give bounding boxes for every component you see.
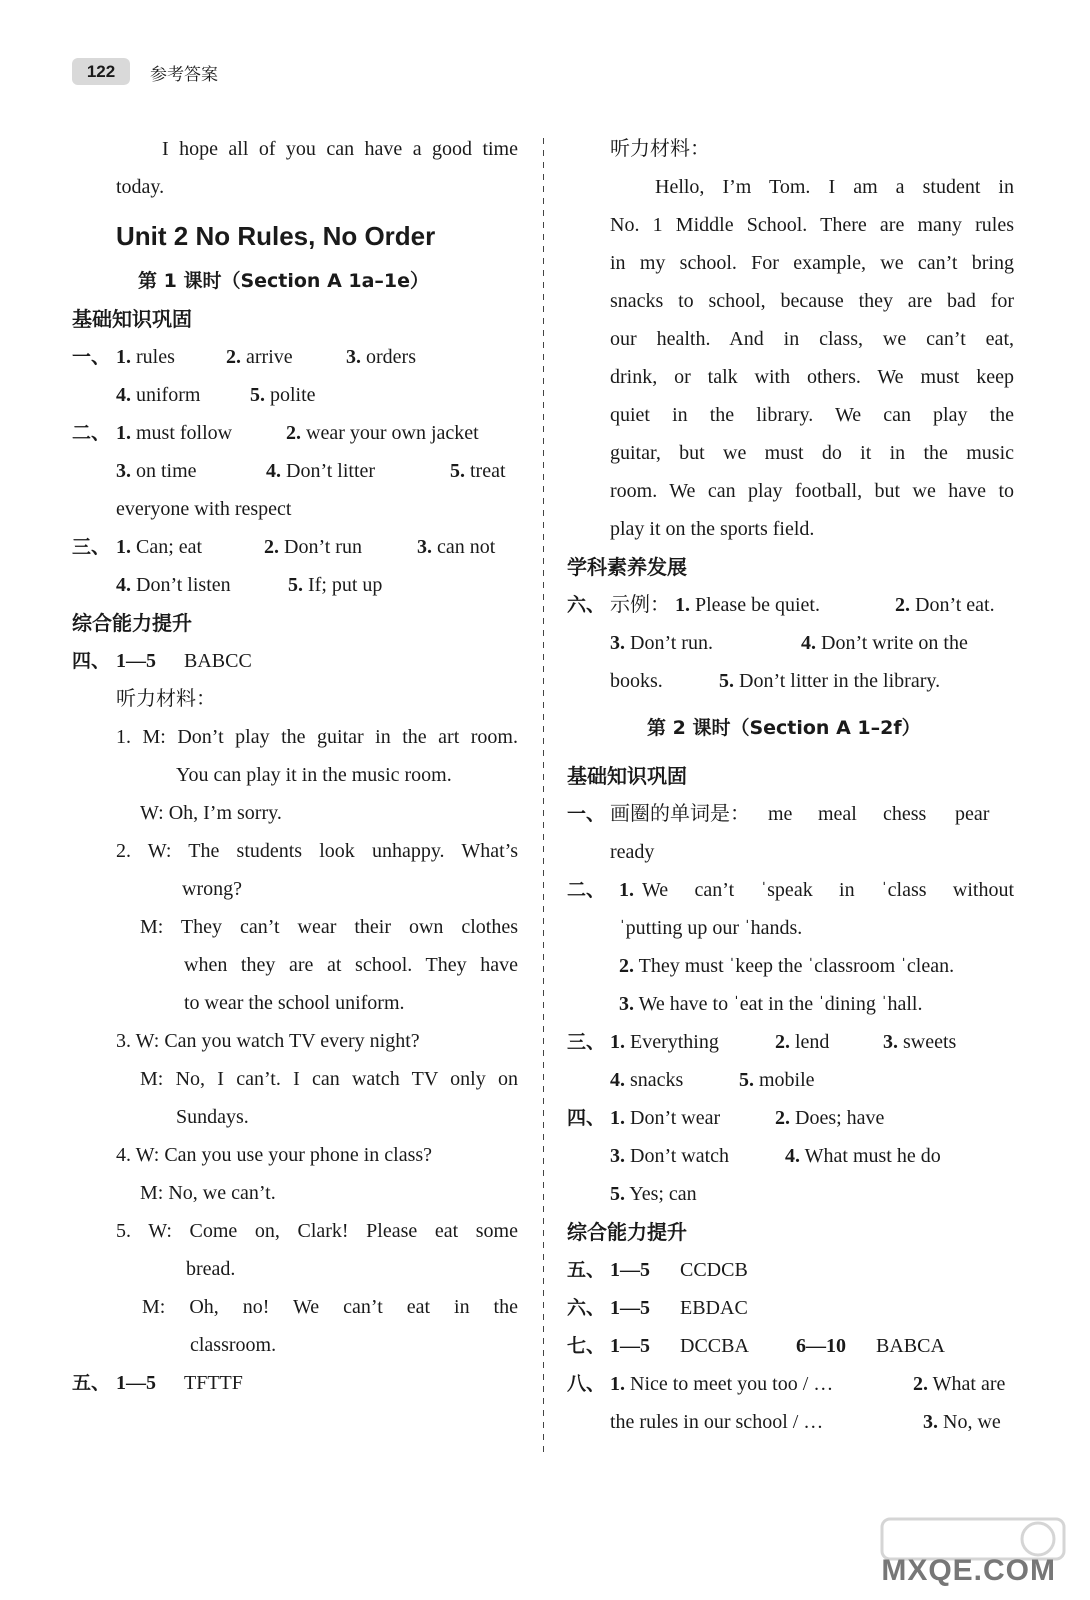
item-num: 5. [610, 1183, 625, 1205]
question-label: 七、 [567, 1335, 606, 1357]
dialog-line: 2. W: The students look unhappy. What’s [116, 840, 518, 862]
answer: treat [470, 460, 506, 482]
item-num: 5. [739, 1069, 754, 1091]
answer-range: 1—5 [116, 650, 156, 672]
item-num: 2. [226, 346, 241, 368]
section-heading: 综合能力提升 [72, 611, 192, 635]
dialog-line: classroom. [190, 1334, 277, 1356]
item-num: 1. [116, 536, 131, 558]
answer-continuation: ready [610, 841, 655, 863]
dialog-line: Sundays. [176, 1106, 249, 1128]
answer-row [72, 338, 520, 376]
item-num: 3. [116, 460, 131, 482]
dialog-line: M: Oh, no! We can’t eat in the [142, 1296, 518, 1318]
item-num: 4. [610, 1069, 625, 1091]
answer-row [567, 624, 1014, 662]
passage-line: Hello, I’m Tom. I am a student in [655, 176, 1014, 198]
answer: wear your own jacket [306, 422, 479, 444]
answer-range: 1—5 [610, 1335, 650, 1357]
answer-continuation: everyone with respect [116, 498, 292, 520]
answer: Nice to meet you too / … [630, 1373, 834, 1395]
answer: uniform [136, 384, 201, 406]
item-num: 1. [610, 1031, 625, 1053]
item-num: 2. [895, 594, 910, 616]
question-label: 五、 [72, 1372, 111, 1394]
lesson-title: 第 1 课时（Section A 1a–1e） [138, 270, 430, 292]
answer-row [567, 1023, 1014, 1061]
right-column [567, 130, 1014, 1441]
answer-row [567, 662, 1014, 700]
answer-range: 6—10 [796, 1335, 846, 1357]
dialog-line: M: No, I can’t. I can watch TV only on [140, 1068, 518, 1090]
answer: What are [932, 1373, 1006, 1395]
answer: BABCA [876, 1335, 945, 1357]
answer: mobile [759, 1069, 815, 1091]
answer: We have to ˈeat in the ˈdining ˈhall. [638, 993, 923, 1015]
item-num: 5. [250, 384, 265, 406]
answer: Don’t listen [136, 574, 231, 596]
answer-row [567, 1289, 1014, 1327]
passage-line: room. We can play football, but we have to [610, 480, 1014, 502]
item-num: 4. [116, 384, 131, 406]
item-num: 4. [785, 1145, 800, 1167]
item-num: 4. [801, 632, 816, 654]
answer: DCCBA [680, 1335, 749, 1357]
answer: Don’t wear [630, 1107, 721, 1129]
dialog-line: 4. W: Can you use your phone in class? [116, 1144, 433, 1166]
answer: rules [136, 346, 175, 368]
answer: They must ˈkeep the ˈclassroom ˈclean. [638, 955, 955, 977]
dialog-line: M: No, we can’t. [140, 1182, 276, 1204]
dialog-line: bread. [186, 1258, 236, 1280]
answer: polite [270, 384, 316, 406]
answer: Everything [630, 1031, 719, 1053]
question-label: 二、 [72, 422, 111, 444]
item-num: 5. [288, 574, 303, 596]
answer: must follow [136, 422, 233, 444]
answer-range: 1—5 [610, 1297, 650, 1319]
item-num: 3. [610, 1145, 625, 1167]
answer-row [567, 1061, 1014, 1099]
answer: What must he do [804, 1145, 941, 1167]
answer-row [567, 1175, 1014, 1213]
answer: No, we [943, 1411, 1001, 1433]
answer: arrive [246, 346, 293, 368]
question-label: 一、 [72, 346, 111, 368]
answer: EBDAC [680, 1297, 748, 1319]
dialog-line: wrong? [182, 878, 242, 900]
question-label: 一、 [567, 803, 606, 825]
item-num: 2. [913, 1373, 928, 1395]
answer-row [72, 642, 520, 680]
item-num: 1. [116, 346, 131, 368]
answer: Don’t eat. [915, 594, 995, 616]
question-label: 六、 [567, 1297, 606, 1319]
answer: on time [136, 460, 197, 482]
example-prefix: 示例： [610, 594, 670, 616]
column-divider [539, 138, 547, 1456]
intro-line: today. [116, 176, 165, 198]
unit-title: Unit 2 No Rules, No Order [116, 221, 436, 251]
answer-row [72, 414, 520, 452]
dialog-line: You can play it in the music room. [176, 764, 452, 786]
circled-word: chess [883, 803, 927, 825]
answer-row [567, 1137, 1014, 1175]
item-num: 1. [116, 422, 131, 444]
answer: If; put up [308, 574, 383, 596]
item-num: 2. [286, 422, 301, 444]
answer: Don’t write on the [821, 632, 968, 654]
item-num: 1. [610, 1373, 625, 1395]
lesson-title: 第 2 课时（Section A 1–2f） [647, 717, 921, 739]
circled-word: pear [955, 803, 990, 825]
item-num: 3. [417, 536, 432, 558]
page-number: 122 [72, 58, 130, 85]
question-label: 三、 [567, 1031, 606, 1053]
section-heading: 学科素养发展 [567, 555, 687, 579]
passage-line: in my school. For example, we can’t bring [610, 252, 1014, 274]
page-header-title: 参考答案 [150, 65, 218, 85]
answer: TFTTF [184, 1372, 243, 1394]
answer-row [72, 528, 520, 566]
answer-continuation: books. [610, 670, 663, 692]
dialog-line: W: Oh, I’m sorry. [140, 802, 282, 824]
item-num: 2. [264, 536, 279, 558]
intro-line: I hope all of you can have a good time [162, 138, 518, 160]
answer: Don’t watch [630, 1145, 730, 1167]
item-num: 5. [450, 460, 465, 482]
dialog-line: 5. W: Come on, Clark! Please eat some [116, 1220, 518, 1242]
item-num: 4. [266, 460, 281, 482]
question-label: 四、 [567, 1107, 606, 1129]
item-num: 1. [619, 879, 634, 901]
answer-row [567, 1403, 1014, 1441]
answer-range: 1—5 [610, 1259, 650, 1281]
item-num: 1. [675, 594, 690, 616]
answer: orders [366, 346, 416, 368]
answer-row [567, 1251, 1014, 1289]
watermark-text: MXQE.COM [881, 1554, 1056, 1587]
passage-line: guitar, but we must do it in the music [610, 442, 1014, 464]
answer: CCDCB [680, 1259, 748, 1281]
answer-continuation: the rules in our school / … [610, 1411, 824, 1433]
answer: can not [437, 536, 496, 558]
answer-row [72, 1364, 520, 1402]
item-num: 3. [346, 346, 361, 368]
item-num: 3. [883, 1031, 898, 1053]
passage-line: No. 1 Middle School. There are many rules [610, 214, 1014, 236]
passage-line: play it on the sports field. [610, 518, 815, 540]
question-label: 八、 [567, 1373, 606, 1395]
question-label: 五、 [567, 1259, 606, 1281]
answer: Does; have [795, 1107, 885, 1129]
answer-row [567, 795, 1014, 833]
section-heading: 基础知识巩固 [72, 307, 192, 331]
answer-row [567, 1099, 1014, 1137]
answer-continuation: ˈputting up our ˈhands. [619, 917, 803, 939]
circled-word: meal [818, 803, 857, 825]
answer: Yes; can [629, 1183, 697, 1205]
answer: Don’t litter in the library. [739, 670, 941, 692]
answer: We can’t ˈspeak in ˈclass without [642, 879, 1014, 901]
dialog-line: to wear the school uniform. [184, 992, 405, 1014]
question-label: 四、 [72, 650, 111, 672]
section-heading: 基础知识巩固 [567, 764, 687, 788]
question-label: 三、 [72, 536, 111, 558]
item-num: 4. [116, 574, 131, 596]
answer-row [72, 452, 520, 490]
section-heading: 综合能力提升 [567, 1220, 687, 1244]
answer-row [567, 586, 1014, 624]
answer: Please be quiet. [695, 594, 820, 616]
question-label: 六、 [567, 594, 606, 616]
dialog-line: when they are at school. They have [184, 954, 518, 976]
answer: Can; eat [136, 536, 203, 558]
answer: Don’t litter [286, 460, 376, 482]
circled-word: me [768, 803, 793, 825]
passage-line: drink, or talk with others. We must keep [610, 366, 1014, 388]
dialog-line: 1. M: Don’t play the guitar in the art room. [116, 726, 518, 748]
circled-words-prefix: 画圈的单词是： [610, 803, 750, 825]
item-num: 3. [619, 993, 634, 1015]
question-label: 二、 [567, 879, 606, 901]
passage-line: snacks to school, because they are bad for [610, 290, 1014, 312]
passage-line: quiet in the library. We can play the [610, 404, 1014, 426]
answer: snacks [630, 1069, 684, 1091]
item-num: 1. [610, 1107, 625, 1129]
answer: lend [795, 1031, 830, 1053]
listening-label: 听力材料： [116, 688, 216, 710]
item-num: 3. [610, 632, 625, 654]
dialog-line: M: They can’t wear their own clothes [140, 916, 518, 938]
answer: BABCC [184, 650, 252, 672]
answer: sweets [903, 1031, 957, 1053]
answer: Don’t run. [630, 632, 713, 654]
item-num: 2. [775, 1031, 790, 1053]
item-num: 5. [719, 670, 734, 692]
answer-row [72, 376, 520, 414]
answer: Don’t run [284, 536, 362, 558]
item-num: 2. [619, 955, 634, 977]
passage-line: our health. And in class, we can’t eat, [610, 328, 1014, 350]
item-num: 2. [775, 1107, 790, 1129]
item-num: 3. [923, 1411, 938, 1433]
listening-label: 听力材料： [610, 138, 710, 160]
answer-row [567, 1365, 1014, 1403]
answer-row [567, 1327, 1014, 1365]
answer-range: 1—5 [116, 1372, 156, 1394]
answer-row [567, 871, 1014, 909]
dialog-line: 3. W: Can you watch TV every night? [116, 1030, 420, 1052]
answer-row [72, 566, 520, 604]
left-column [72, 130, 520, 1402]
